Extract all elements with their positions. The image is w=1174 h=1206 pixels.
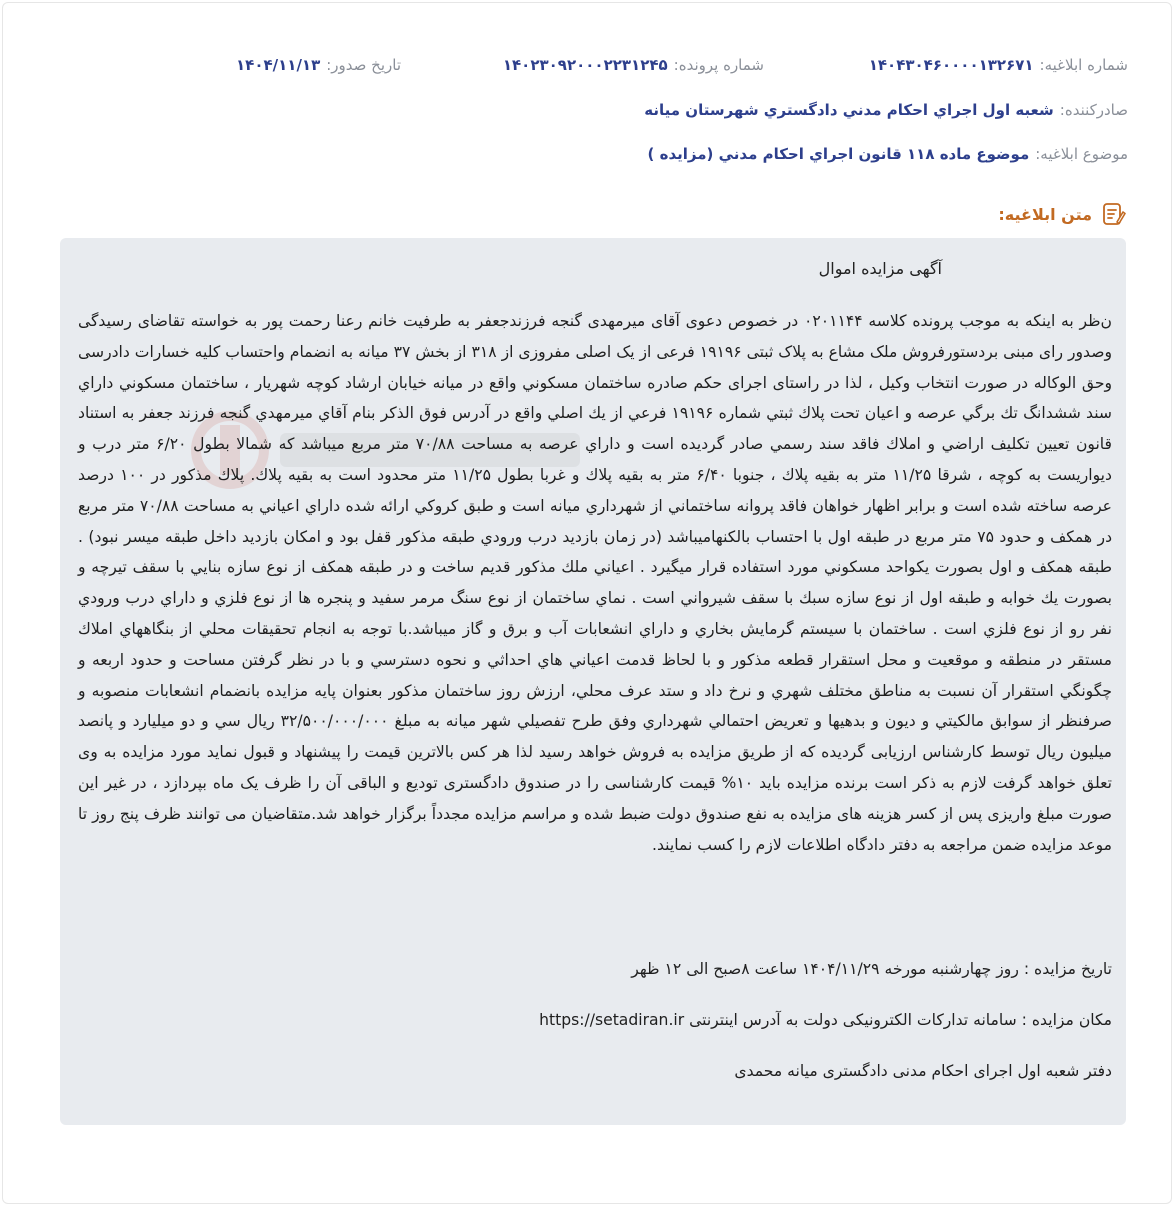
issuer-row <box>40 98 1128 122</box>
office-signature: دفتر شعبه اول اجرای احکام مدنی دادگستری میانه محمدی <box>734 1062 1112 1080</box>
auction-date: تاریخ مزایده : روز چهارشنبه مورخه ۱۴۰۴/۱۱/۲۹ ساعت ۸صبح الی ۱۲ ظهر <box>631 960 1112 978</box>
issuer-label: صادرکننده: <box>1059 101 1128 119</box>
issuer: شعبه اول اجراي احكام مدني دادگستري شهرستان ميانه <box>644 101 1054 119</box>
case-number: ۱۴۰۲۳۰۹۲۰۰۰۲۲۳۱۲۴۵ <box>502 56 668 74</box>
notice-number-label: شماره ابلاغیه: <box>1039 56 1128 74</box>
issue-date: ۱۴۰۴/۱۱/۱۳ <box>236 56 321 74</box>
notice-number-cell <box>869 56 1128 74</box>
subject-row <box>40 142 1128 166</box>
case-number-cell <box>503 56 764 74</box>
meta-row-numbers <box>40 56 1128 80</box>
notice-number: ۱۴۰۴۳۰۴۶۰۰۰۰۱۳۲۶۷۱ <box>868 56 1034 74</box>
notice-text-label: متن ابلاغیه: <box>998 204 1092 224</box>
notice-text-heading <box>998 200 1126 228</box>
subject: موضوع ماده ۱۱۸ قانون اجراي احكام مدني (مزايده ) <box>647 145 1030 163</box>
notice-heading: آگهی مزایده اموال <box>818 259 942 278</box>
auction-place: مکان مزایده : سامانه تدارکات الکترونیکی دولت به آدرس اینترنتی https://setadiran.ir <box>539 1011 1112 1029</box>
issue-date-label: تاریخ صدور: <box>326 56 401 74</box>
subject-label: موضوع ابلاغیه: <box>1035 145 1128 163</box>
case-number-label: شماره پرونده: <box>673 56 764 74</box>
issue-date-cell <box>236 56 401 74</box>
document-icon <box>1100 201 1126 227</box>
notice-body-text: ن‌ظر به اینکه به موجب پرونده کلاسه ۰۲۰۱۱۴۴ در خصوص دعوی آقای میرمهدی گنجه فرزندجعفر به طرفیت خانم رعنا رحمت پور به خواسته تقاضای رسیدگی وصدور رای مبنی بردستورفروش ملک مشاع به پلاک ثبتی ۱۹۱۹۶ فرعی از یک اصلی مفروزی از ۳۱۸ از بخش ۳۷ میانه به انضمام واحتساب کلیه خسارات دادرسی وحق الوکاله در صورت انتخاب وکیل ، لذا در راستای اجرای حکم صادره ساختمان مسکوني واقع در ميانه خيابان ارشاد كوچه شهريار ، ساختمان مسكوني داراي سند ششدانگ تك برگي عرصه و اعيان تحت پلاك ثبتي شماره ۱۹۱۹۶ فرعي از يك اصلي واقع در آدرس فوق الذكر بنام آقاي ميرمهدي گنجه فرزند جعفر به استناد قانون تعيين تكليف اراضي و املاك فاقد سند رسمي صادر گرديده است و داراي عرصه به مساحت ۷۰/۸۸ متر مربع ميباشد كه شمالا بطول ۶/۲۰ متر درب و ديواريست به كوچه ، شرقا ۱۱/۲۵ متر به بقيه پلاك ، جنوبا ۶/۴۰ متر به بقيه پلاك و غربا بطول ۱۱/۲۵ متر محدود است به بقيه پلاك. پلاك مذكور در ۱۰۰ درصد عرصه ساخته شده است و برابر اظهار خواهان فاقد پروانه ساختماني از شهرداري ميانه است و طبق كروكي ارائه شده داراي اعياني به مساحت ۷۰/۸۸ متر مربع در همكف و حدود ۷۵ متر مربع در طبقه اول با احتساب بالكنهاميباشد (در زمان بازديد درب ورودي طبقه مذكور قفل بود و امكان بازديد داخل طبقه ميسر نبود) . طبقه همكف و اول بصورت يكواحد مسكوني مورد استفاده قرار ميگيرد . اعياني ملك مذكور قديم ساخت و در طبقه همكف از نوع سازه بنايي با سقف تيرچه و بصورت يك خوابه و طبقه اول از نوع سازه سبك با سقف شيرواني است . نماي ساختمان از نوع سنگ مرمر سفيد و پنجره ها از نوع فلزي و داراي درب ورودي نفر رو از نوع فلزي است . ساختمان با سيستم گرمايش بخاري و داراي انشعابات آب و برق و گاز ميباشد.با توجه به انجام تحقيقات محلي از بنگاههاي املاك مستقر در منطقه و موقعيت و محل استقرار قطعه مذكور و با لحاظ قدمت اعياني هاي احداثي و نحوه دسترسي و با در نظر گرفتن مساحت و حدود اربعه و چگونگي استقرار آن نسبت به مناطق مختلف شهري و نرخ داد و ستد عرف محلي، ارزش روز ساختمان مذكور بعنوان پايه مزايده بانضمام انشعابات منصوبه و صرفنظر از سوابق مالكيتي و ديون و بدهيها و تعريض احتمالي شهرداري وفق طرح تفصيلي شهر ميانه به مبلغ ۳۲/۵۰۰/۰۰۰/۰۰۰ ريال سي و دو ميليارد و پانصد ميليون ريال توسط كارشناس ارزيابی گرديده كه از طریق مزایده به فروش خواهد رسید لذا هر کس بالاترین قیمت را پیشنهاد و قبول نماید مورد مزایده به وی تعلق خواهد گرفت لازم به ذکر است برنده مزایده باید ۱۰% قیمت کارشناسی را در صندوق دادگستری تودیع و الباقی آن را ظرف یک ماه بپردازد ، در غیر این صورت مبلغ واریزی پس از کسر هزینه های مزایده به نفع صندوق دولت ضبط شده و مراسم مزایده مجدداً برگزار خواهد شد.متقاضیان می توانند ظرف پنج روز تا موعد مزایده ضمن مراجعه به دفتر دادگاه اطلاعات لازم را کسب نمایند. <box>78 312 1113 854</box>
